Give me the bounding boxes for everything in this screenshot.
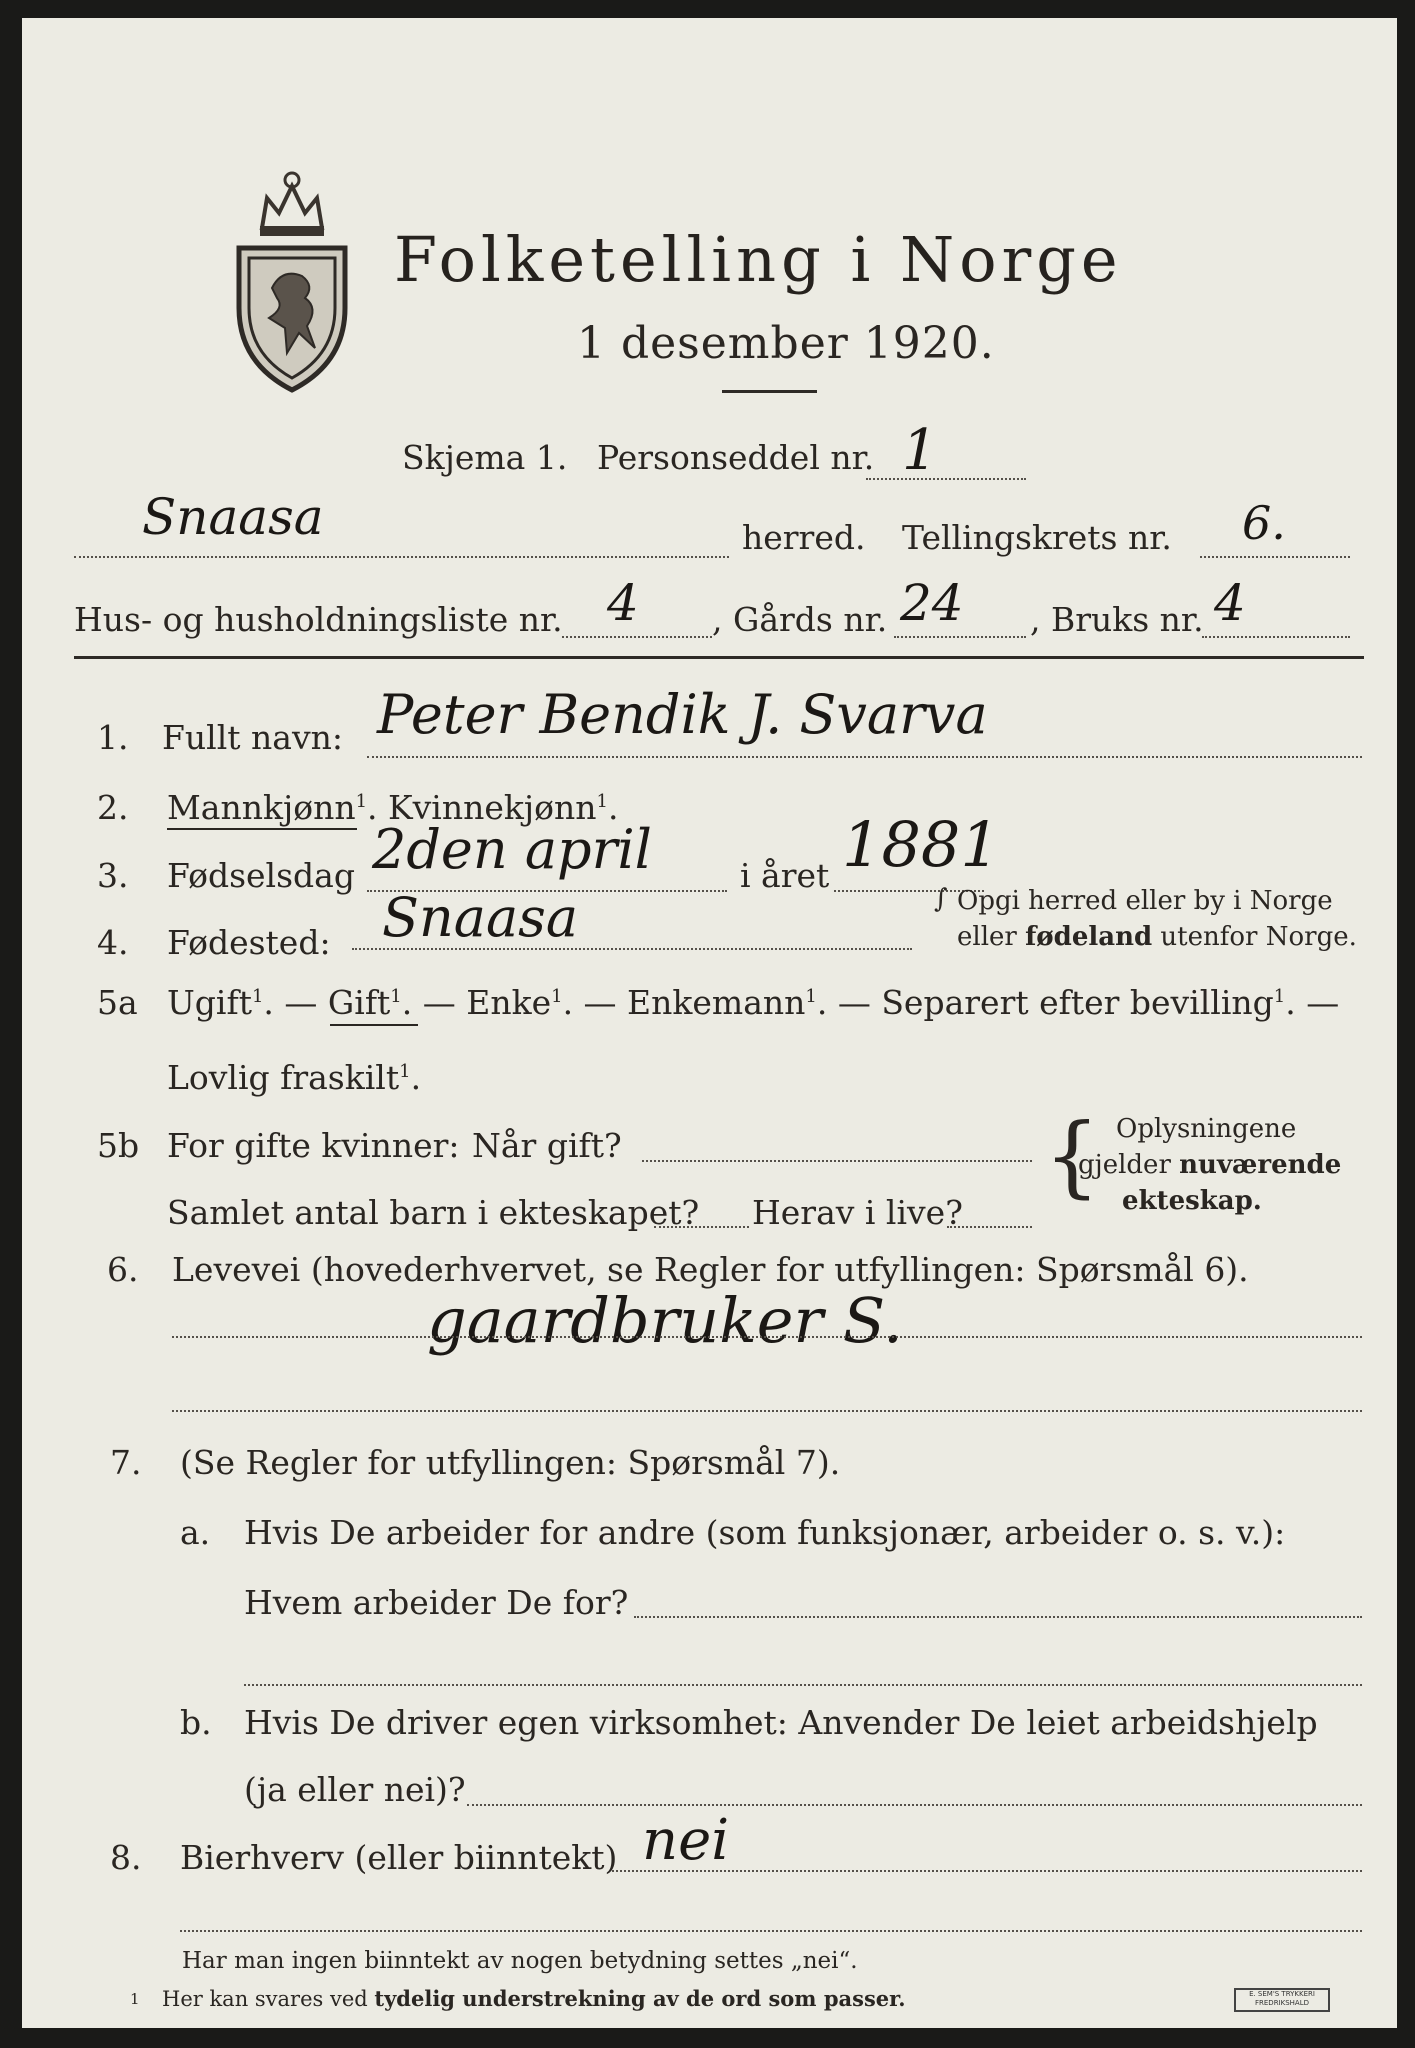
printer-stamp: E. SEM'S TRYKKERI FREDRIKSHALD — [1234, 1988, 1330, 2012]
bruks-label: , Bruks nr. — [1030, 600, 1204, 639]
married-underline — [330, 1024, 418, 1026]
marital-status-line: Ugift$^1$. — Gift$^1$. — Enke$^1$. — Enkemann$^1$. — Separert efter bevilling$^1$. — — [167, 983, 1340, 1022]
full-name-value: Peter Bendik J. Svarva — [377, 683, 988, 746]
gender-line: Mannkjønn$^1$. Kvinnekjønn$^1$. — [167, 788, 619, 827]
full-name-label: Fullt navn: — [162, 718, 343, 757]
male-option: Mannkjønn — [167, 788, 356, 827]
skjema-label: Skjema 1. — [402, 438, 568, 477]
personseddel-value: 1 — [902, 418, 938, 483]
census-date: 1 desember 1920. — [577, 318, 995, 369]
herred-label: herred. — [742, 518, 866, 557]
male-underline — [167, 828, 357, 830]
birthplace-note-1: Opgi herred eller by i Norge — [957, 886, 1333, 916]
title-divider — [722, 390, 817, 393]
header-rule — [74, 656, 1364, 659]
footer-note: Har man ingen biinntekt av nogen betydning settes „nei“. — [182, 1948, 858, 1974]
form-title: Folketelling i Norge — [394, 223, 1123, 296]
married-option: Gift — [327, 983, 391, 1022]
birthplace-value: Snaasa — [382, 886, 579, 949]
personseddel-label: Personseddel nr. — [597, 438, 875, 477]
birthplace-note-2: eller fødeland utenfor Norge. — [957, 922, 1357, 952]
divorced-option: Lovlig fraskilt$^1$. — [167, 1058, 422, 1097]
census-form-page: Folketelling i Norge 1 desember 1920. Skjema 1. Personseddel nr. 1 Snaasa herred. Tellingskrets nr. 6. Hus- og husholdningsliste nr. 4 , Gårds nr. 24 , Bruks nr. 4 1. Fullt navn: Peter Bendik J. Svarva 2. Mannkjønn$^1$. Kvinnekjønn$^1$. 3. Fødselsdag 2den april i året 1881 4. Fødested: Snaasa ∫ Opgi herred eller by i Norge eller fødeland utenfor Norge. 5a Ugift$^1$. — Gift$^1$. — Enke$^1$. — Enkemann$^1$. — Separert efter bevilling$^1$. — Lovlig fraskilt$^1$. 5b For gifte kvinner: Når gift? Samlet antal barn i ekteskapet? Herav i live? { Oplysningene gjelder nuværende ekteskap. 6. Levevei (hovederhvervet, se Regler for utfyllingen: Spørsmål 6). gaardbruker S. 7. (Se Regler for utfyllingen: Spørsmål 7). a. Hvis De arbeider for andre (som funksjonær, arbeider o. s. v.): Hvem arbeider De for? b. Hvis De driver egen virksomhet: Anvender De leiet arbeidshjelp (ja eller nei)? 8. Bierhverv (eller biinntekt) nei Har man ingen biinntekt av nogen betydning settes „nei“. 1 Her kan svares ved tydelig understrekning av de ord som passer. E. SEM'S TRYKKERI FREDRIKSHALD — [22, 18, 1397, 2028]
when-married-label: Når gift? — [472, 1126, 622, 1165]
tellingskrets-label: Tellingskrets nr. — [902, 518, 1172, 557]
gards-value: 24 — [900, 574, 964, 632]
gards-label: , Gårds nr. — [712, 600, 888, 639]
husliste-label: Hus- og husholdningsliste nr. — [74, 600, 563, 639]
footnote: Her kan svares ved tydelig understrekning av de ord som passer. — [162, 1986, 906, 2011]
birthdate-label: Fødselsdag — [167, 856, 355, 895]
birthplace-label: Fødested: — [167, 923, 331, 962]
employer-label: Hvem arbeider De for? — [244, 1583, 629, 1622]
tellingskrets-value: 6. — [1242, 496, 1286, 550]
norwegian-coat-of-arms-icon — [227, 158, 357, 398]
herred-value: Snaasa — [142, 488, 324, 546]
occupation-label: Levevei (hovederhvervet, se Regler for utfyllingen: Spørsmål 6). — [172, 1250, 1249, 1289]
birthdate-value: 2den april — [372, 818, 652, 881]
female-option: Kvinnekjønn — [388, 788, 597, 827]
hired-help-label: (ja eller nei)? — [244, 1770, 466, 1809]
bruks-value: 4 — [1214, 574, 1246, 632]
alive-label: Herav i live? — [752, 1193, 963, 1232]
side-income-label: Bierhverv (eller biinntekt) — [180, 1838, 618, 1877]
birthyear-value: 1881 — [842, 808, 1000, 881]
occupation-value: gaardbruker S. — [427, 1284, 903, 1357]
husliste-value: 4 — [607, 574, 639, 632]
children-label: Samlet antal barn i ekteskapet? — [167, 1193, 700, 1232]
side-income-value: nei — [642, 1808, 730, 1873]
